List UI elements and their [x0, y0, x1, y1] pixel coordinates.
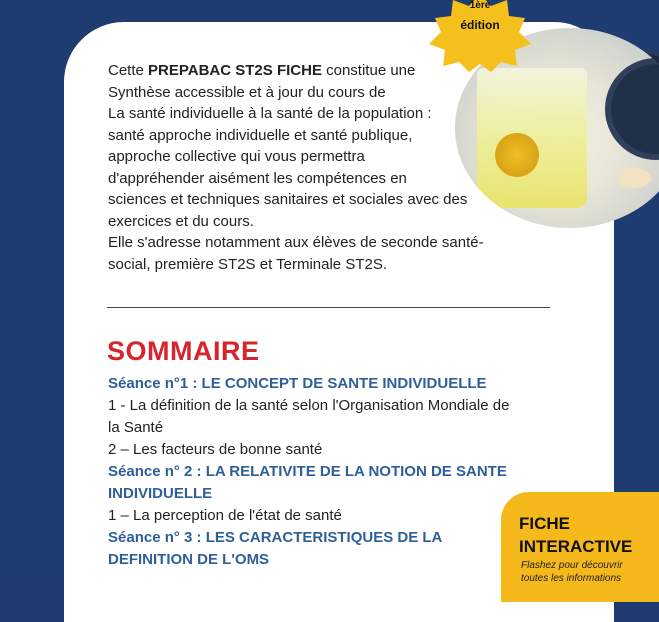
- fiche-subtitle-line1: Flashez pour découvrir: [521, 560, 623, 571]
- toc-seance-heading: INDIVIDUELLE: [108, 485, 213, 502]
- badge-edition-label: édition: [460, 18, 500, 32]
- badge-superscript: 1ère: [469, 0, 491, 11]
- toc-item: 2 – Les facteurs de bonne santé: [108, 441, 323, 458]
- dumbbell-image: [605, 58, 659, 160]
- intro-line: La santé individuelle à la santé de la population :: [108, 105, 432, 122]
- toc-item: la Santé: [108, 419, 164, 436]
- pill-image: [617, 168, 651, 188]
- toc-seance-heading: Séance n° 3 : LES CARACTERISTIQUES DE LA: [108, 529, 443, 546]
- table-of-contents: [108, 373, 548, 571]
- intro-prefix: Cette: [108, 62, 149, 79]
- intro-line: Elle s'adresse notamment aux élèves de seconde santé-: [108, 234, 484, 251]
- fiche-subtitle: [521, 559, 623, 585]
- intro-line: approche collective qui vous permettra: [108, 148, 365, 165]
- intro-line: d'appréhender aisément les compétences en: [108, 169, 407, 187]
- section-divider: [107, 307, 550, 308]
- toc-seance-heading: Séance n°1 : LE CONCEPT DE SANTE INDIVIDUELLE: [108, 375, 487, 392]
- intro-line: social, première ST2S et Terminale ST2S.: [108, 255, 388, 273]
- toc-seance-heading: Séance n° 2 : LA RELATIVITE DE LA NOTION DE SANTE: [108, 463, 507, 480]
- fiche-interactive-title: [519, 512, 632, 558]
- intro-line: Synthèse accessible et à jour du cours de: [108, 83, 386, 101]
- intro-bold-title: PREPABAC ST2S FICHE: [148, 62, 322, 79]
- toc-item: 1 - La définition de la santé selon l'Organisation Mondiale de: [108, 397, 510, 414]
- intro-line: santé approche individuelle et santé publique,: [108, 126, 413, 144]
- toc-item: 1 – La perception de l'état de santé: [108, 507, 342, 524]
- fiche-title-line2: INTERACTIVE: [519, 537, 633, 556]
- intro-line: constitue une: [321, 62, 416, 79]
- fiche-title-line1: FICHE: [519, 514, 570, 533]
- fiche-subtitle-line2: toutes les informations: [521, 573, 622, 584]
- intro-paragraph: [108, 60, 508, 275]
- intro-line: exercices et du cours.: [108, 212, 254, 230]
- intro-line: sciences et techniques sanitaires et sociales avec des: [108, 191, 468, 208]
- toc-seance-heading: DEFINITION DE L'OMS: [108, 551, 270, 568]
- sommaire-heading: SOMMAIRE: [107, 336, 260, 366]
- intro-first-line: [108, 60, 508, 82]
